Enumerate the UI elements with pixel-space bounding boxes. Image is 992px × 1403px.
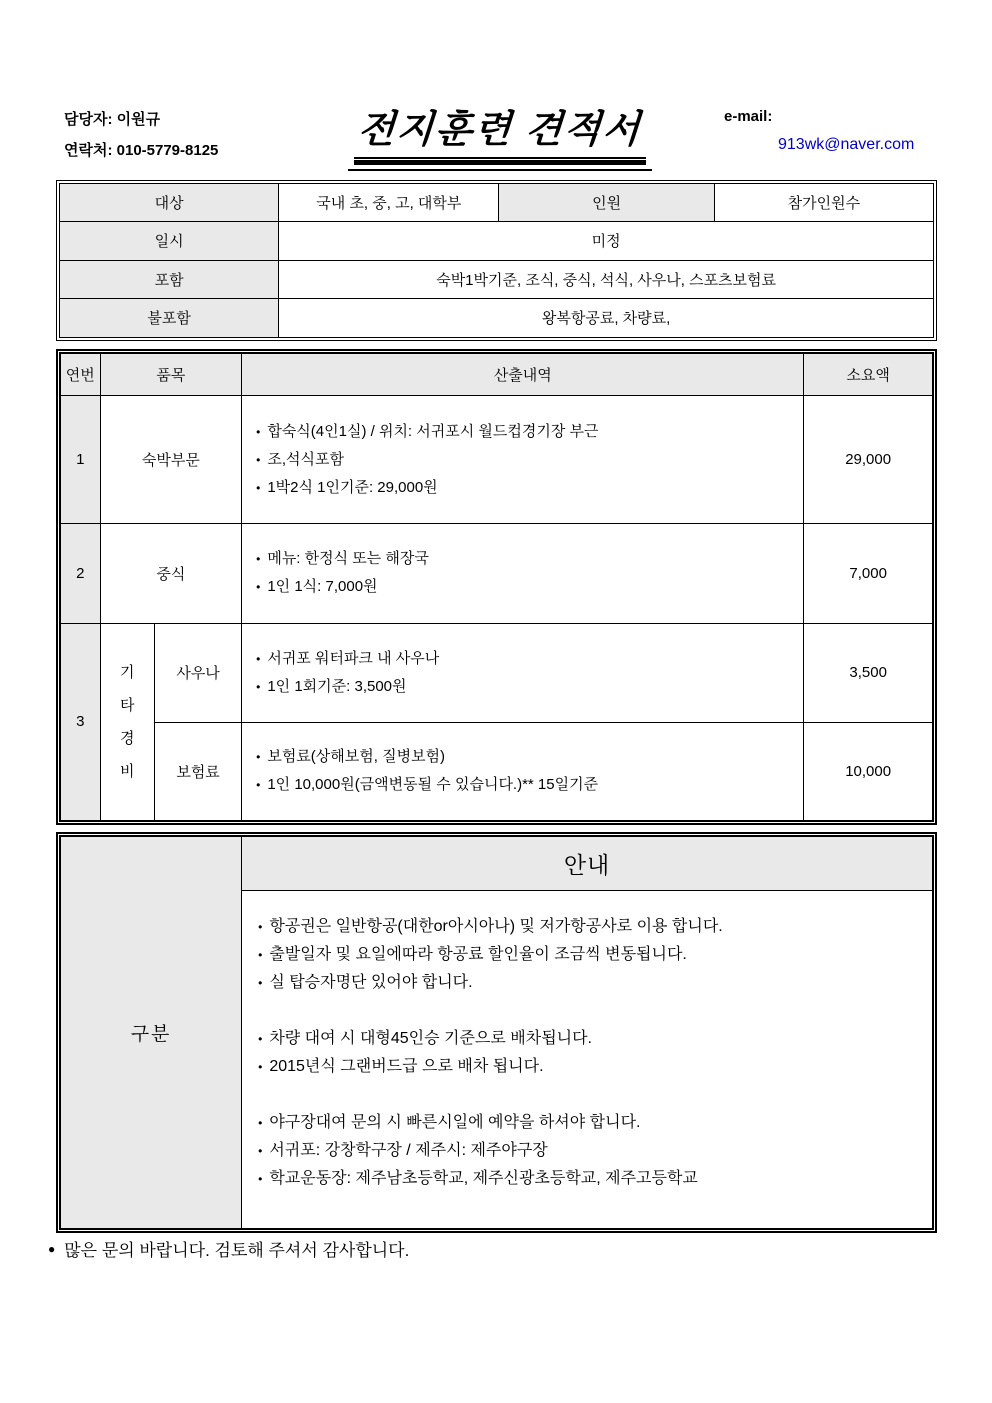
detail-line	[256, 418, 598, 446]
summary-value-target: 국내 초, 중, 고, 대학부	[279, 184, 499, 222]
item-lunch: 중식	[101, 524, 243, 623]
bullet-icon: •	[256, 552, 261, 567]
bullet-icon: •	[258, 1172, 263, 1186]
summary-label-date: 일시	[60, 222, 279, 260]
detail-text: 1인 1회기준: 3,500원	[267, 677, 407, 695]
summary-value-excluded: 왕복항공료, 차량료,	[541, 310, 671, 328]
col-header-detail: 산출내역	[242, 354, 804, 396]
footer-text: 많은 문의 바랍니다. 검토해 주셔서 감사합니다.	[64, 1241, 410, 1260]
details-lodging	[242, 396, 804, 524]
notice-text: 실 탑승자명단 있어야 합니다.	[269, 974, 473, 991]
amount-lunch: 7,000	[804, 524, 932, 623]
bullet-icon: •	[258, 1032, 263, 1046]
details-insurance	[242, 723, 804, 820]
amount-insurance: 10,000	[845, 762, 892, 780]
document-title: 전지훈련 견적서	[356, 109, 643, 151]
amount-lodging: 29,000	[804, 396, 932, 524]
summary-label-included: 포함	[60, 261, 279, 299]
email-label: e-mail:	[724, 108, 773, 125]
item-insurance: 보험료	[155, 723, 242, 820]
notice-text: 2015년식 그랜버드급 으로 배차 됩니다.	[269, 1058, 544, 1075]
footer-bullet-icon: ●	[48, 1241, 56, 1256]
notice-text: 서귀포: 강창학구장 / 제주시: 제주야구장	[269, 1142, 548, 1159]
title-underline-thick	[354, 160, 646, 165]
notice-text: 야구장대여 문의 시 빠른시일에 예약을 하셔야 합니다.	[269, 1114, 641, 1131]
notice-line	[258, 1053, 922, 1081]
detail-text: 조,석식포함	[267, 450, 344, 468]
notice-line	[258, 1025, 922, 1053]
notice-line	[258, 941, 922, 969]
detail-text: 1박2식 1인기준: 29,000원	[267, 478, 438, 496]
summary-label-headcount: 인원	[499, 184, 714, 222]
notice-line	[258, 913, 922, 941]
detail-text: 보험료(상해보험, 질병보험)	[267, 748, 446, 766]
bullet-icon: •	[256, 679, 261, 694]
title-underline-thin-top	[354, 157, 646, 159]
notice-text: 출발일자 및 요일에따라 항공료 할인율이 조금씩 변동됩니다.	[269, 946, 687, 963]
notice-line	[258, 1137, 922, 1165]
row-no: 3	[61, 624, 101, 820]
details-lunch	[242, 524, 804, 623]
notice-body	[242, 891, 932, 1228]
bullet-icon: •	[256, 778, 261, 793]
bullet-icon: •	[258, 976, 263, 990]
detail-line	[256, 545, 429, 573]
bullet-icon: •	[256, 452, 261, 467]
title-underline-thin-bottom	[348, 169, 652, 171]
notice-table	[56, 832, 937, 1233]
notice-line	[258, 969, 922, 997]
col-header-item: 품목	[101, 354, 243, 396]
summary-label-target: 대상	[60, 184, 279, 222]
row-no: 1	[61, 396, 101, 524]
detail-text: 서귀포 워터파크 내 사우나	[267, 649, 440, 667]
details-sauna	[242, 624, 804, 723]
detail-text: 1인 10,000원(금액변동될 수 있습니다.)** 15일기준	[267, 776, 599, 794]
cost-table	[56, 349, 937, 825]
item-sauna: 사우나	[155, 624, 242, 723]
bullet-icon: •	[256, 480, 261, 495]
notice-group-flight	[258, 913, 922, 997]
notice-title: 안내	[242, 837, 932, 891]
manager-name: 담당자: 이원규	[64, 111, 161, 128]
bullet-icon: •	[256, 651, 261, 666]
bullet-icon: •	[256, 424, 261, 439]
bullet-icon: •	[258, 948, 263, 962]
amount-sauna: 3,500	[804, 624, 932, 723]
bullet-icon: •	[256, 580, 261, 595]
detail-text: 합숙식(4인1실) / 위치: 서귀포시 월드컵경기장 부근	[267, 422, 599, 440]
notice-text: 학교운동장: 제주남초등학교, 제주신광초등학교, 제주고등학교	[269, 1170, 698, 1187]
detail-line	[256, 645, 439, 673]
title-block	[340, 98, 660, 171]
contact-block	[64, 104, 218, 166]
notice-row-header: 구분	[61, 837, 242, 1228]
footer-note	[48, 1236, 409, 1261]
bullet-icon: •	[258, 1116, 263, 1130]
bullet-icon: •	[258, 1144, 263, 1158]
manager-phone: 연락처: 010-5779-8125	[64, 142, 219, 159]
bullet-icon: •	[256, 750, 261, 765]
summary-label-excluded: 불포함	[60, 299, 279, 337]
detail-line	[256, 743, 445, 771]
notice-line	[258, 1165, 922, 1193]
notice-text: 차량 대여 시 대형45인승 기준으로 배차됩니다.	[269, 1030, 593, 1047]
notice-group-stadium	[258, 1109, 922, 1193]
notice-line	[258, 1109, 922, 1137]
detail-line	[256, 573, 377, 601]
detail-text: 1인 1식: 7,000원	[267, 578, 378, 596]
item-lodging: 숙박부문	[101, 396, 243, 524]
detail-line	[256, 474, 438, 502]
bullet-icon: •	[258, 1060, 263, 1074]
detail-line	[256, 771, 598, 799]
notice-group-bus	[258, 1025, 922, 1081]
bullet-icon: •	[258, 920, 263, 934]
group-etc-expenses	[101, 624, 155, 820]
email-link[interactable]: 913wk@naver.com	[778, 136, 915, 153]
notice-text: 항공권은 일반항공(대한or아시아나) 및 저가항공사로 이용 합니다.	[269, 918, 723, 935]
col-header-amount: 소요액	[804, 354, 932, 396]
detail-line	[256, 673, 406, 701]
summary-table	[56, 180, 937, 341]
row-no: 2	[61, 524, 101, 623]
group-label-vertical: 기타경비	[120, 663, 135, 780]
summary-value-date: 미정	[279, 222, 933, 260]
summary-value-included: 숙박1박기준, 조식, 중식, 석식, 사우나, 스포츠보험료	[279, 261, 933, 299]
detail-text: 메뉴: 한정식 또는 해장국	[267, 550, 429, 568]
summary-value-headcount: 참가인원수	[715, 184, 933, 222]
detail-line	[256, 446, 344, 474]
col-header-no: 연번	[61, 354, 101, 396]
